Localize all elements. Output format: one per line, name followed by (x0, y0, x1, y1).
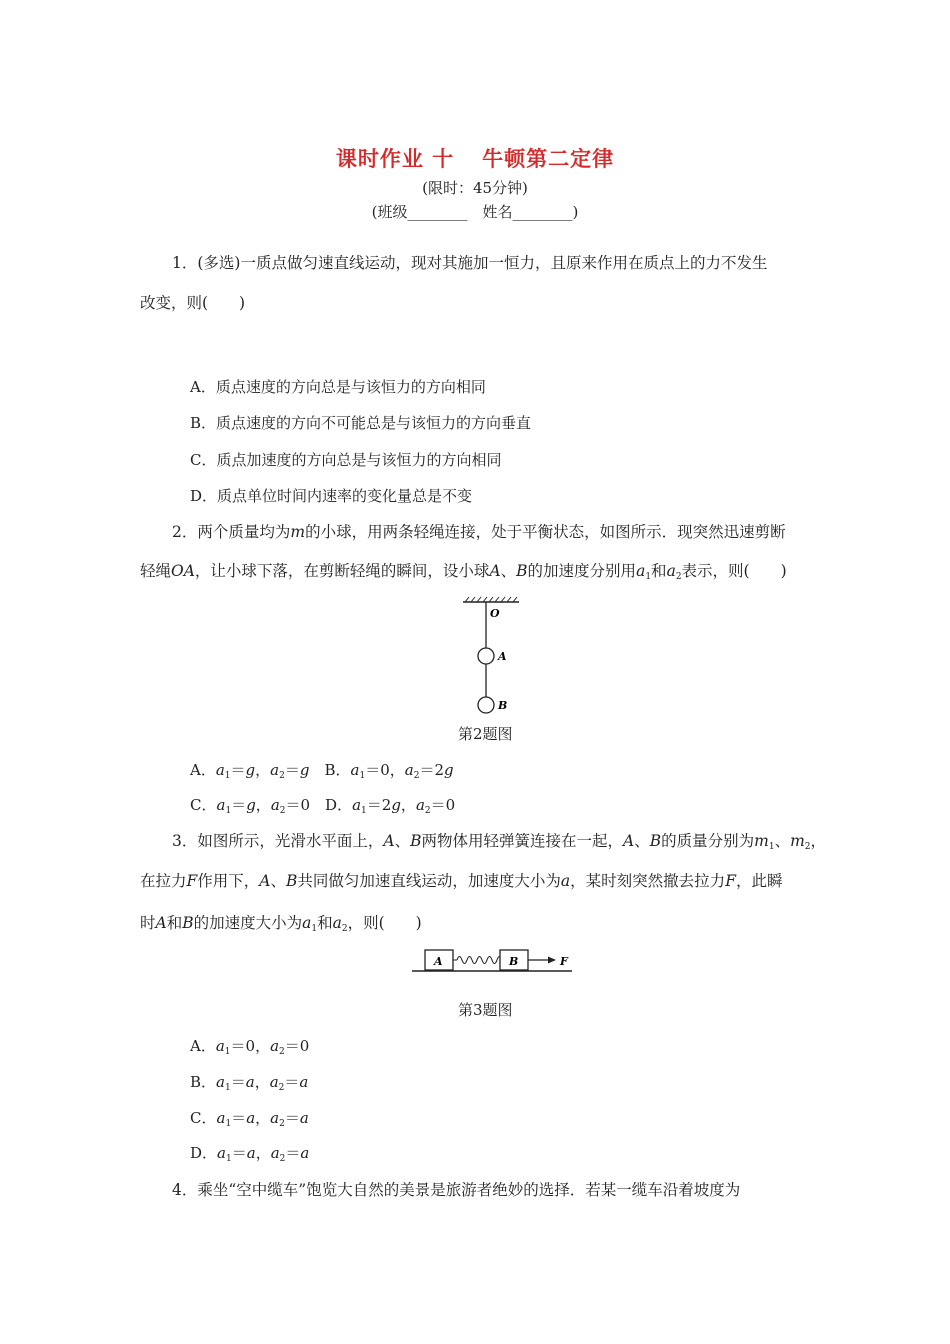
ball-a (478, 648, 494, 664)
q3-line1: 3．如图所示，光滑水平面上，A、B两物体用轻弹簧连接在一起，A、B的质量分别为$m_1$、$m_2$， (172, 832, 827, 852)
q1-option-c: C．质点加速度的方向总是与该恒力的方向相同 (190, 451, 502, 469)
q3-option-b: B．$a_1=a$，$a_2=a$ (190, 1073, 309, 1093)
q2-line1: 2．两个质量均为m的小球，用两条轻绳连接，处于平衡状态，如图所示．现突然迅速剪断 (172, 523, 786, 541)
q1-option-d: D．质点单位时间内速率的变化量总是不变 (190, 487, 473, 505)
label-o: O (490, 607, 500, 620)
q2-caption: 第2题图 (458, 725, 513, 743)
q3-line3: 时A和B的加速度大小为$a_1$和$a_2$，则( ) (140, 914, 422, 934)
q1-option-b: B．质点速度的方向不可能总是与该恒力的方向垂直 (190, 414, 532, 432)
q4-line1: 4．乘坐“空中缆车”饱览大自然的美景是旅游者绝妙的选择．若某一缆车沿着坡度为 (172, 1181, 741, 1199)
time-limit: (限时：45分钟) (422, 179, 528, 197)
q3-option-d: D．$a_1=a$，$a_2=a$ (190, 1144, 310, 1164)
page-title (0, 143, 950, 173)
q1-line1: 1．(多选)一质点做匀速直线运动，现对其施加一恒力，且原来作用在质点上的力不发生 (172, 254, 768, 272)
title-part1: 课时作业 十 (335, 146, 455, 171)
q2-options-row1: A．$a_1=g$，$a_2=g$ B．$a_1=0$，$a_2=2g$ (190, 761, 454, 781)
q1-line2: 改变，则( ) (140, 294, 246, 312)
label-b: B (498, 699, 508, 712)
q2-options-row2: C．$a_1=g$，$a_2=0$ D．$a_1=2g$，$a_2=0$ (190, 796, 456, 816)
q3-option-a: A．$a_1=0$，$a_2=0$ (190, 1037, 310, 1057)
q3-caption: 第3题图 (458, 1001, 513, 1019)
label-a: A (498, 650, 507, 663)
spring (453, 957, 502, 964)
label-block-b: B (509, 955, 519, 968)
ball-b (478, 697, 494, 713)
label-block-a: A (434, 955, 443, 968)
q3-option-c: C．$a_1=a$，$a_2=a$ (190, 1109, 309, 1129)
q1-option-a: A．质点速度的方向总是与该恒力的方向相同 (190, 378, 486, 396)
q2-line2: 轻绳OA，让小球下落，在剪断轻绳的瞬间，设小球A、B的加速度分别用$a_1$和$a_2$表示，则( ) (140, 562, 787, 582)
title-part2: 牛顿第二定律 (482, 146, 615, 171)
q3-figure (410, 944, 576, 974)
class-name-line: (班级________ 姓名________) (371, 203, 579, 221)
q2-figure (455, 596, 535, 716)
q3-line2: 在拉力F作用下，A、B共同做匀加速直线运动，加速度大小为a，某时刻突然撤去拉力F，此瞬 (140, 872, 783, 890)
force-arrow-head (548, 957, 556, 964)
label-force-f: F (560, 955, 568, 968)
